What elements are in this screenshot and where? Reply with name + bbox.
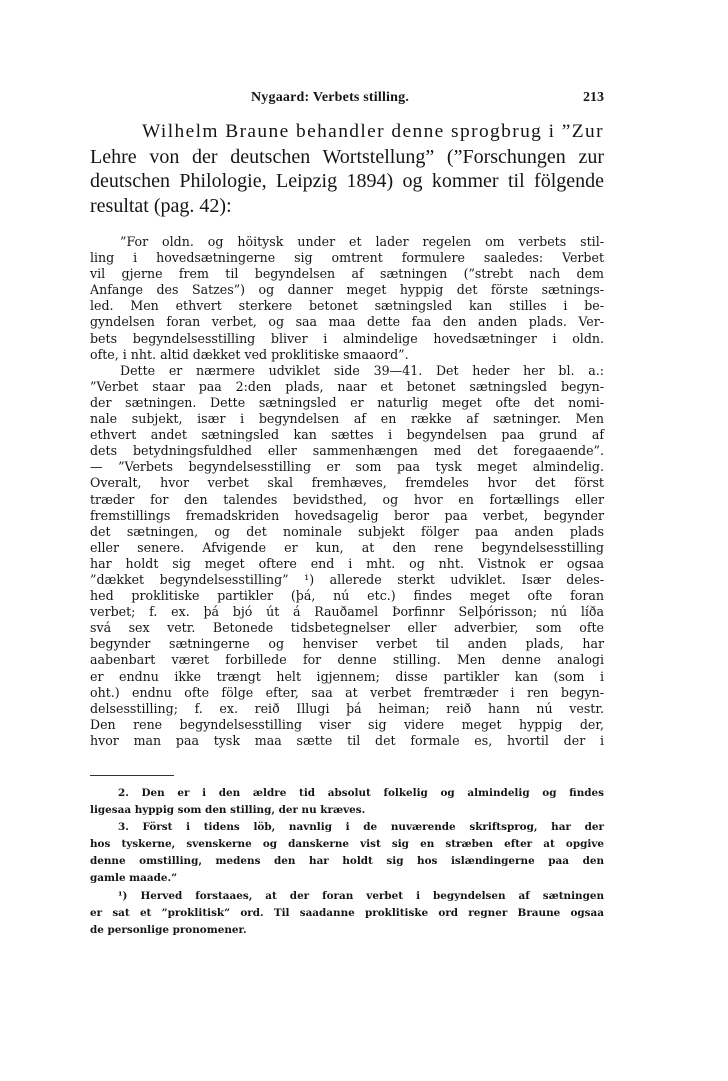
footnote-line: ligesaa hyppig som den stilling, der nu kræves. (90, 804, 366, 817)
quote-line: Dette er nærmere udviklet side 39—41. Det heder her bl. a.: (120, 362, 604, 378)
quote-line: verbet; f. ex. þá bjó út á Rauðamel Þorfinnr Selþórisson; nú líða (90, 604, 604, 620)
quote-line: dets betydningsfuldhed eller sammenhængen med det foregaaende”. (90, 443, 604, 459)
quote-line: vil gjerne frem til begyndelsen af sætningen (”strebt nach dem (90, 266, 604, 282)
quote-line: ”dækket begyndelsesstilling” ¹) allerede sterkt udviklet. Især deles- (90, 571, 604, 587)
quote-line: bets begyndelsesstilling bliver i almindelige hovedsætninger i oldn. (90, 330, 604, 346)
intro-line: Lehre von der deutschen Wortstellung” (”Forschungen zur (90, 145, 604, 168)
page-number: 213 (583, 90, 604, 105)
intro-paragraph (90, 120, 604, 218)
quote-line: hvor man paa tysk maa sætte til det formale es, hvortil der i (90, 732, 604, 748)
intro-line: Wilhelm Braune behandler denne sprogbrug i ”Zur (142, 121, 604, 142)
quote-line: svá sex vetr. Betonede tidsbetegnelser eller adverbier, som ofte (90, 620, 604, 636)
quote-line: har holdt sig meget oftere end i mht. og nht. Vistnok er ogsaa (90, 555, 604, 571)
quote-line: nale subjekt, især i begyndelsen af en række af sætninger. Men (90, 411, 604, 427)
quote-line: delsesstilling; f. ex. reið Illugi þá heiman; reið hann nú vestr. (90, 700, 604, 716)
footnote-rule (90, 775, 174, 776)
quote-line: hed proklitiske partikler (þá, nú etc.) findes meget ofte foran (90, 588, 604, 604)
footnote-line: gamle maade.” (90, 872, 178, 885)
running-title: Nygaard: Verbets stilling. (251, 90, 410, 105)
quote-line: ethvert andet sætningsled kan sættes i begyndelsen paa grund af (90, 427, 604, 443)
running-head (90, 90, 604, 110)
quote-line: gyndelsen foran verbet, og saa maa dette faa den anden plads. Ver- (90, 314, 604, 330)
footnote-line: 3. Först i tidens löb, navnlig i de nuværende skriftsprog, har der (118, 821, 604, 834)
intro-line: deutschen Philologie, Leipzig 1894) og kommer til fölgende (90, 170, 604, 193)
quote-line: Den rene begyndelsesstilling viser sig videre meget hyppig der, (90, 716, 604, 732)
intro-line: resultat (pag. 42): (90, 194, 232, 217)
quote-line: ling i hovedsætningerne sig omtrent formulere saaledes: Verbet (90, 250, 604, 266)
quote-line: ”For oldn. og höitysk under et lader regelen om verbets stil- (120, 234, 604, 249)
quote-line: Overalt, hvor verbet skal fremhæves, fremdeles hvor det först (90, 475, 604, 491)
footnote-line: de personlige pronomener. (90, 923, 247, 936)
quote-line: begynder sætningerne og henviser verbet til anden plads, har (90, 636, 604, 652)
quote-line: er endnu ikke trængt helt igjennem; disse partikler kan (som i (90, 668, 604, 684)
quote-line: ofte, i nht. altid dækket ved proklitiske smaaord”. (90, 346, 409, 362)
quote-line: aabenbart været forbillede for denne stilling. Men denne analogi (90, 652, 604, 668)
footnote-line: hos tyskerne, svenskerne og danskerne vist sig en stræben efter at opgive (90, 838, 604, 851)
footnote-line: denne omstilling, medens den har holdt sig hos islændingerne paa den (90, 855, 604, 868)
quote-line: det sætningen, og det nominale subjekt fölger paa anden plads (90, 523, 604, 539)
quote-line: led. Men ethvert sterkere betonet sætningsled kan stilles i be- (90, 298, 604, 314)
footnote-line: 2. Den er i den ældre tid absolut folkelig og almindelig og findes (118, 787, 604, 799)
quote-line: Anfange des Satzes”) og danner meget hyppig det förste sætnings- (90, 282, 604, 298)
footnotes (90, 785, 604, 939)
quote-line: fremstillings fremadskriden hovedsagelig beror paa verbet, begynder (90, 507, 604, 523)
quote-line: oht.) endnu ofte fölge efter, saa at verbet fremtræder i ren begyn- (90, 684, 604, 700)
quote-line: eller senere. Afvigende er kun, at den rene begyndelsesstilling (90, 539, 604, 555)
footnote-line: ¹) Herved forstaaes, at der foran verbet i begyndelsen af sætningen (118, 889, 604, 902)
quote-line: træder for den talendes bevidsthed, og hvor en fortællings eller (90, 491, 604, 507)
quote-line: der sætningen. Dette sætningsled er naturlig meget ofte det nomi- (90, 394, 604, 410)
footnote-line: er sat et ”proklitisk” ord. Til saadanne proklitiske ord regner Braune ogsaa (90, 906, 604, 919)
quotation-block (90, 234, 604, 749)
quote-line: ”Verbet staar paa 2:den plads, naar et betonet sætningsled begyn- (90, 378, 604, 394)
quote-line: — ”Verbets begyndelsesstilling er som paa tysk meget almindelig. (90, 459, 604, 475)
